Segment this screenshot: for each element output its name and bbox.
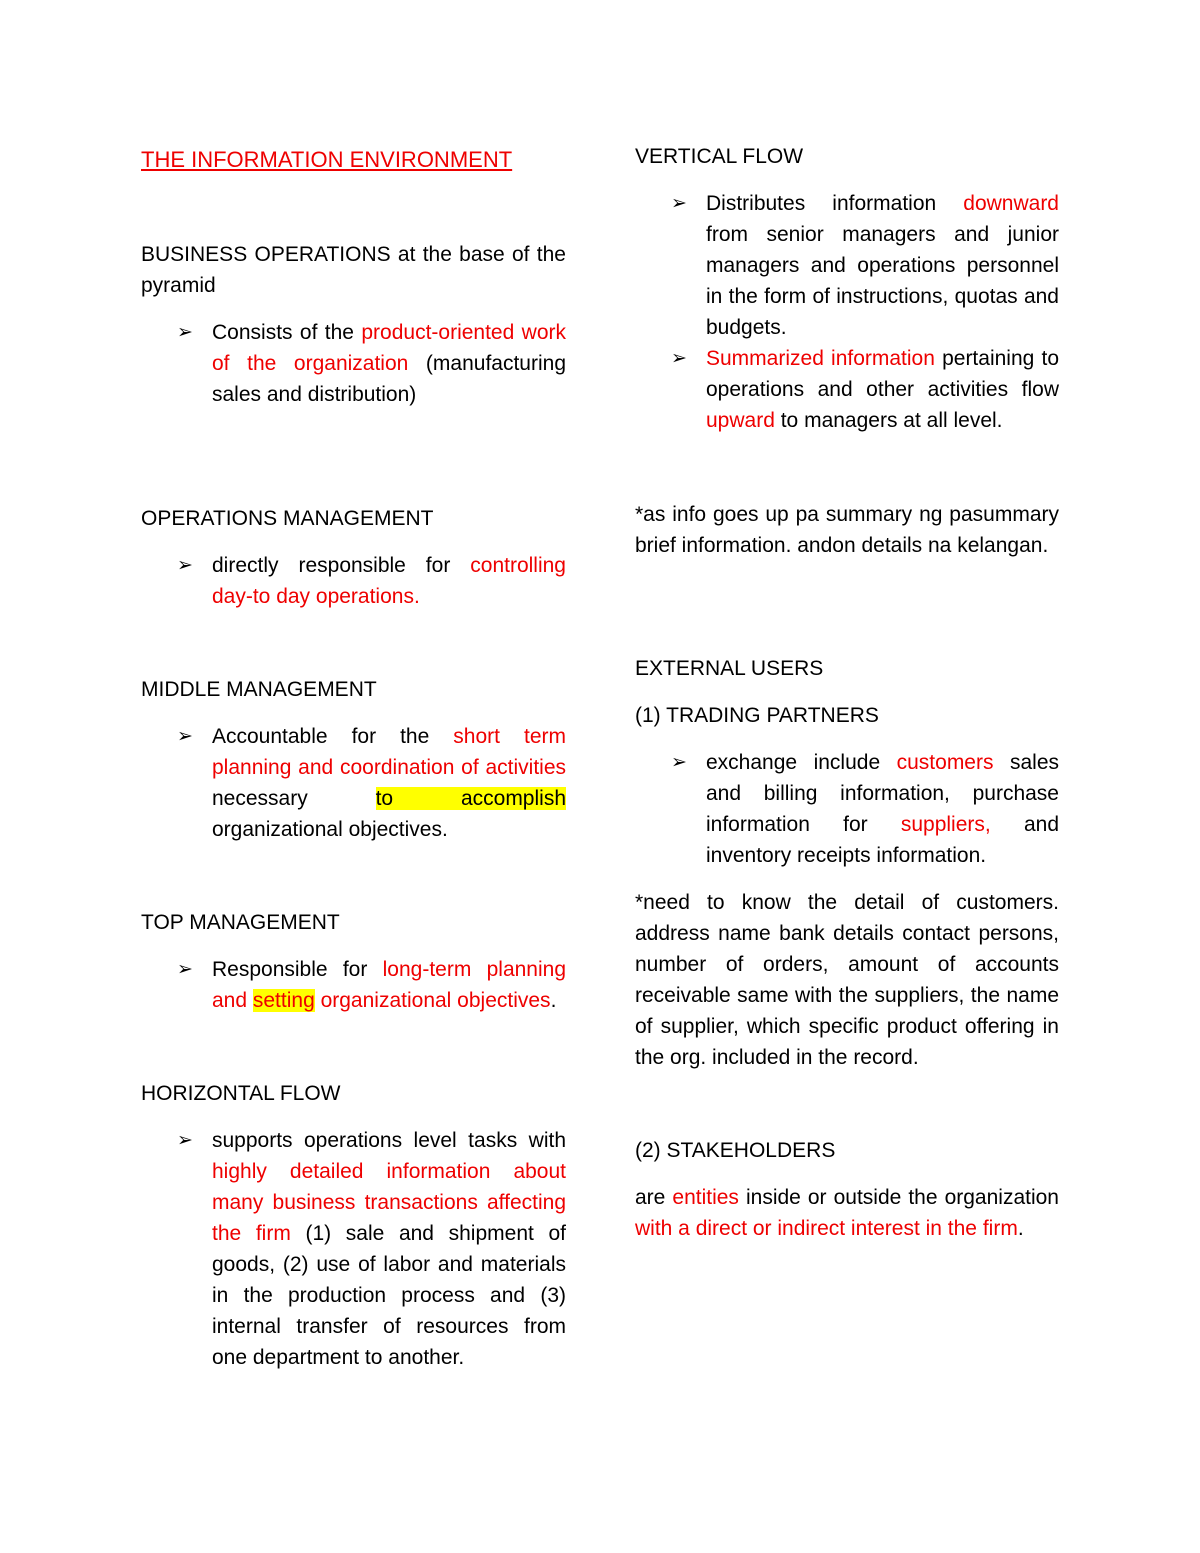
bullet-text: and inventory receipts information. xyxy=(706,813,1059,867)
bullet-text: pertaining to operations and other activities flow xyxy=(706,347,1059,401)
emphasis-text: customers xyxy=(896,751,994,774)
stakeholders-paragraph xyxy=(635,1182,1059,1244)
list-item xyxy=(141,317,566,410)
subsection-heading: (2) STAKEHOLDERS xyxy=(635,1139,836,1162)
arrow-bullet-icon: ➢ xyxy=(177,726,193,747)
list-item xyxy=(141,721,566,845)
emphasis-text: highly detailed information about many business transactions affecting the firm xyxy=(212,1160,566,1245)
document-title-block xyxy=(141,140,566,180)
note-text: *as info goes up pa summary ng pasummary brief information. andon details na kelangan. xyxy=(635,503,1059,557)
section-middle-management xyxy=(141,674,566,845)
bullet-text: directly responsible for xyxy=(212,554,471,577)
emphasis-text: organizational objectives xyxy=(314,989,551,1012)
emphasis-text: with a direct or indirect interest in the firm xyxy=(635,1217,1018,1240)
section-stakeholders xyxy=(635,1135,1059,1244)
arrow-bullet-icon: ➢ xyxy=(177,1130,193,1151)
section-business-operations xyxy=(141,239,566,410)
bullet-text: (manufacturing sales and distribution) xyxy=(212,352,566,406)
emphasis-text: controlling day-to day operations. xyxy=(212,554,566,608)
bullet-text: sales and billing information, purchase information for xyxy=(706,751,1060,836)
document-title: THE INFORMATION ENVIRONMENT xyxy=(141,147,513,172)
bullet-text: organizational objectives. xyxy=(212,818,448,841)
note-summary xyxy=(635,499,1059,561)
bullet-text: exchange include xyxy=(706,751,897,774)
emphasis-text: entities xyxy=(672,1186,739,1209)
paragraph-text: inside or outside the organization xyxy=(738,1186,1059,1209)
emphasis-text: Summarized information xyxy=(706,347,935,370)
section-external-users xyxy=(635,653,1059,1073)
subsection-heading: (1) TRADING PARTNERS xyxy=(635,704,879,727)
emphasis-text: downward xyxy=(963,192,1059,215)
list-item xyxy=(141,1125,566,1373)
bullet-text: Consists of the xyxy=(212,321,362,344)
section-heading: OPERATIONS MANAGEMENT xyxy=(141,507,434,530)
section-heading: TOP MANAGEMENT xyxy=(141,911,340,934)
highlighted-text: to accomplish xyxy=(375,787,566,810)
emphasis-text: short term planning and coordination of activities xyxy=(212,725,566,779)
bullet-text: necessary xyxy=(212,787,376,810)
section-horizontal-flow xyxy=(141,1078,566,1373)
bullet-text: from senior managers and junior managers and operations personnel in the form of instructions, quotas and budgets. xyxy=(706,223,1059,339)
section-heading: VERTICAL FLOW xyxy=(635,145,804,168)
section-top-management xyxy=(141,907,566,1016)
bullet-text: . xyxy=(550,989,557,1012)
section-heading: EXTERNAL USERS xyxy=(635,657,824,680)
list-item xyxy=(141,550,566,612)
note-text: *need to know the detail of customers. address name bank details contact persons, number of orders, amount of accounts receivable same with the suppliers, the name of supplier, which specific product offering in the org. included in the record. xyxy=(635,891,1059,1069)
paragraph-text: are xyxy=(635,1186,673,1209)
bullet-text: supports operations level tasks with xyxy=(212,1129,566,1152)
section-heading: BUSINESS OPERATIONS at the base of the pyramid xyxy=(141,243,566,297)
bullet-text: Responsible for xyxy=(212,958,383,981)
list-item xyxy=(141,954,566,1016)
highlighted-text: setting xyxy=(252,989,315,1012)
bullet-text: Distributes information xyxy=(706,192,964,215)
emphasis-text: long-term planning and xyxy=(212,958,566,1012)
bullet-text: (1) sale and shipment of goods, (2) use of labor and materials in the production process and (3) internal transfer of resources from one department to another. xyxy=(212,1222,567,1369)
arrow-bullet-icon: ➢ xyxy=(177,322,193,343)
arrow-bullet-icon: ➢ xyxy=(671,193,687,214)
section-operations-management xyxy=(141,503,566,612)
paragraph-text: . xyxy=(1017,1217,1024,1240)
list-item xyxy=(635,747,1059,871)
arrow-bullet-icon: ➢ xyxy=(177,959,193,980)
section-vertical-flow xyxy=(635,141,1059,436)
bullet-text: Accountable for the xyxy=(212,725,454,748)
list-item xyxy=(635,343,1059,436)
emphasis-text: suppliers, xyxy=(900,813,991,836)
list-item xyxy=(635,188,1059,343)
arrow-bullet-icon: ➢ xyxy=(177,555,193,576)
arrow-bullet-icon: ➢ xyxy=(671,348,687,369)
arrow-bullet-icon: ➢ xyxy=(671,752,687,773)
bullet-text: to managers at all level. xyxy=(774,409,1003,432)
emphasis-text: product-oriented work of the organization xyxy=(212,321,566,375)
emphasis-text: upward xyxy=(706,409,775,432)
section-heading: MIDDLE MANAGEMENT xyxy=(141,678,377,701)
section-heading: HORIZONTAL FLOW xyxy=(141,1082,341,1105)
